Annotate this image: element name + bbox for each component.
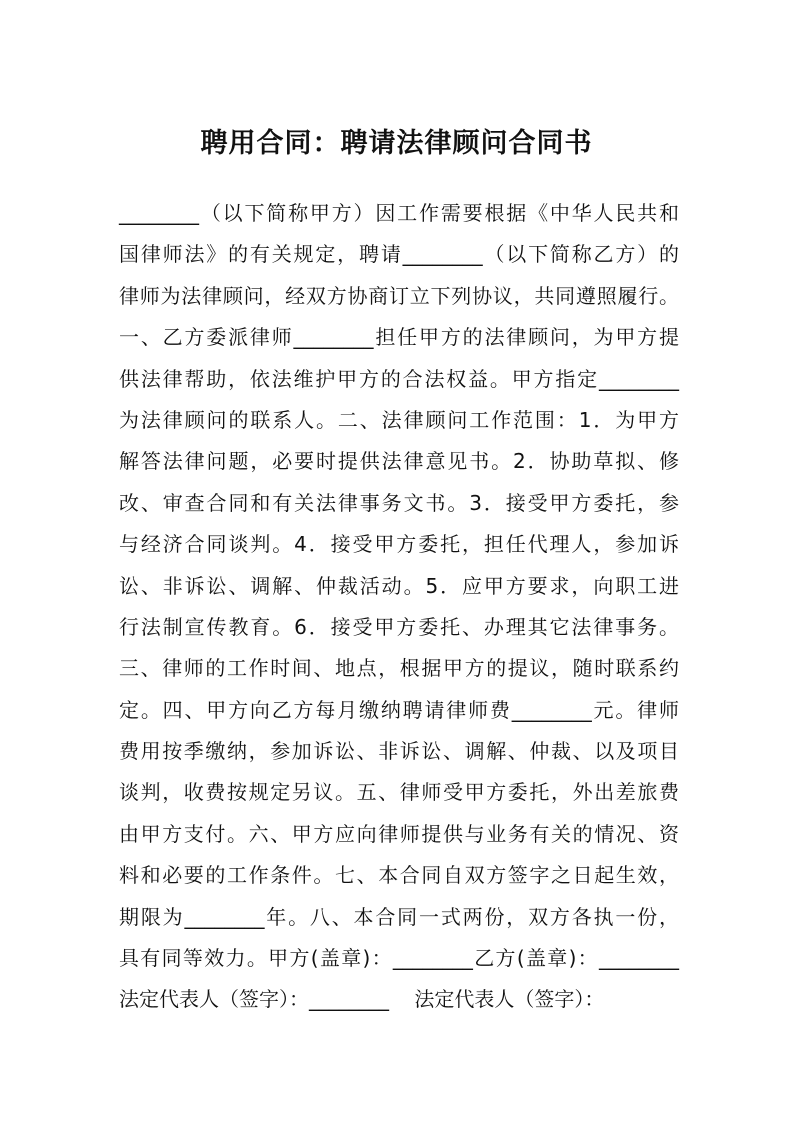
body-line: ________（以下简称甲方）因工作需要根据《中华人民共和 [119, 201, 679, 225]
body-line: 由甲方支付。六、甲方应向律师提供与业务有关的情况、资 [119, 821, 679, 846]
body-line: 讼、非诉讼、调解、仲裁活动。5．应甲方要求，向职工进 [119, 573, 679, 598]
body-line: 供法律帮助，依法维护甲方的合法权益。甲方指定________ [119, 366, 679, 391]
body-line: 谈判，收费按规定另议。五、律师受甲方委托，外出差旅费 [119, 780, 679, 805]
body-line: 为法律顾问的联系人。二、法律顾问工作范围：1．为甲方 [119, 407, 679, 432]
contract-body [119, 193, 679, 1021]
body-line: 行法制宣传教育。6．接受甲方委托、办理其它法律事务。 [119, 614, 679, 639]
body-line: 与经济合同谈判。4．接受甲方委托，担任代理人，参加诉 [119, 532, 679, 557]
body-line: 法定代表人（签字）：________ 法定代表人（签字）： [119, 987, 605, 1012]
body-line: 具有同等效力。甲方(盖章)：________乙方(盖章)：________ [119, 946, 679, 971]
body-line: 三、律师的工作时间、地点，根据甲方的提议，随时联系约 [119, 656, 679, 681]
body-line: 律师为法律顾问，经双方协商订立下列协议，共同遵照履行。 [119, 283, 679, 308]
body-line: 解答法律问题，必要时提供法律意见书。2．协助草拟、修 [119, 449, 679, 474]
body-line: 期限为________年。八、本合同一式两份，双方各执一份， [119, 904, 679, 929]
body-line: 料和必要的工作条件。七、本合同自双方签字之日起生效， [119, 863, 679, 888]
body-line: 一、乙方委派律师________担任甲方的法律顾问，为甲方提 [119, 325, 679, 350]
document-title: 聘用合同：聘请法律顾问合同书 [200, 128, 593, 159]
body-line: 国律师法》的有关规定，聘请________（以下简称乙方）的 [119, 242, 679, 267]
body-line: 改、审查合同和有关法律事务文书。3．接受甲方委托，参 [119, 490, 679, 515]
body-line: 定。四、甲方向乙方每月缴纳聘请律师费________元。律师 [119, 697, 679, 722]
body-line: 费用按季缴纳，参加诉讼、非诉讼、调解、仲裁、以及项目 [119, 739, 679, 764]
